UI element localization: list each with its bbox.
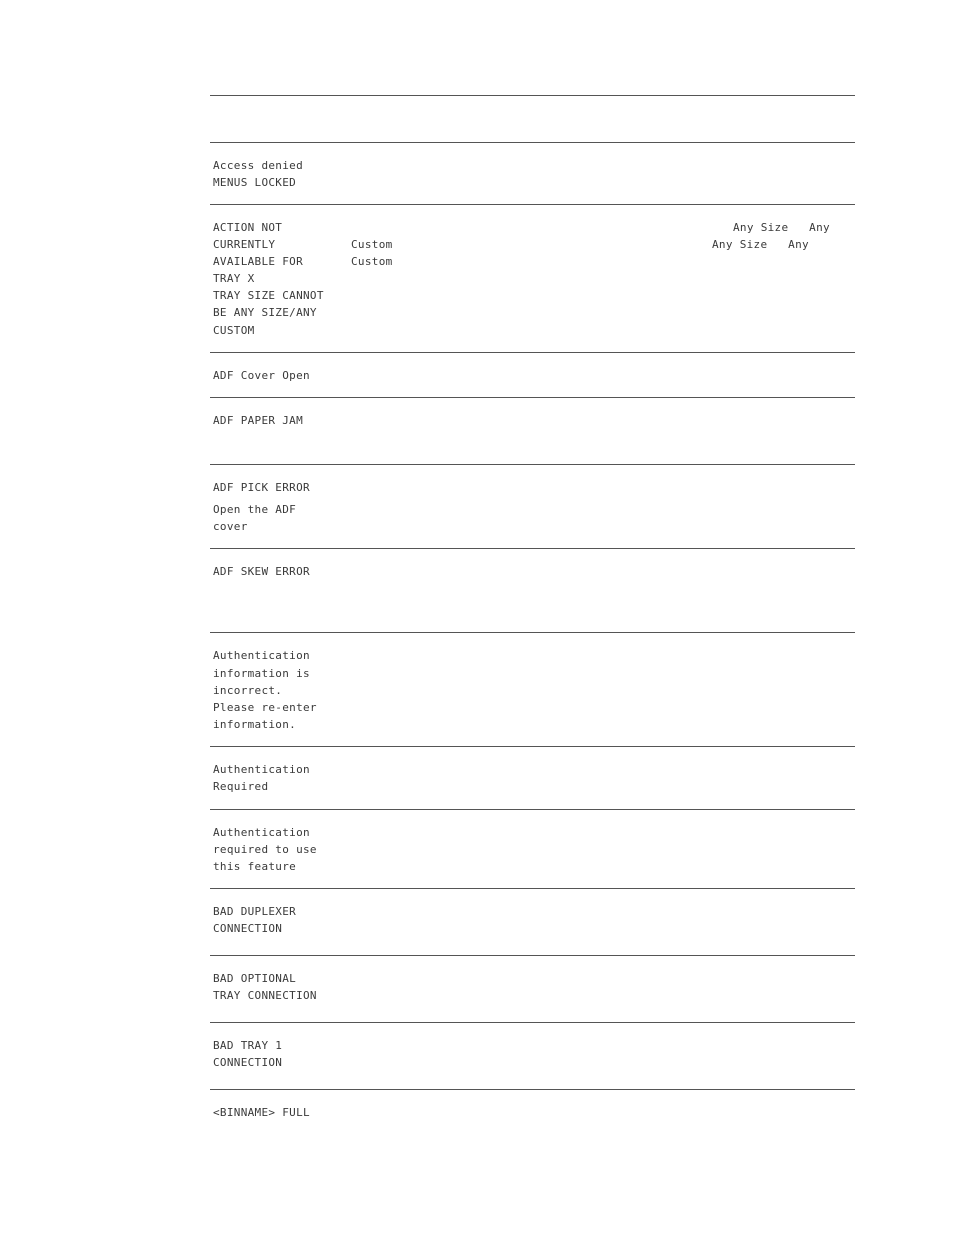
message-text: TRAY X: [213, 272, 255, 285]
action-text: Any Size Any: [733, 221, 830, 234]
message-text: ACTION NOT: [213, 221, 283, 234]
message-text: this feature: [213, 860, 297, 873]
message-text: TRAY CONNECTION: [213, 989, 317, 1002]
message-text: ADF PAPER JAM: [213, 414, 303, 427]
message-text: BE ANY SIZE/ANY: [213, 306, 317, 319]
row-divider: [210, 888, 855, 889]
row-divider: [210, 632, 855, 633]
action-text: Any Size Any: [712, 238, 809, 251]
row-divider: [210, 746, 855, 747]
message-text: CONNECTION: [213, 922, 283, 935]
row-divider: [210, 548, 855, 549]
message-text: Authentication: [213, 763, 310, 776]
message-text: incorrect.: [213, 684, 283, 697]
message-text: BAD OPTIONAL: [213, 972, 297, 985]
message-text: AVAILABLE FOR: [213, 255, 303, 268]
row-divider: [210, 1089, 855, 1090]
message-text: required to use: [213, 843, 317, 856]
message-text: information.: [213, 718, 297, 731]
row-divider: [210, 1022, 855, 1023]
table-top-rule: [210, 95, 855, 96]
message-text: information is: [213, 667, 310, 680]
row-divider: [210, 809, 855, 810]
message-text: cover: [213, 520, 248, 533]
message-text: BAD DUPLEXER: [213, 905, 297, 918]
row-divider: [210, 204, 855, 205]
message-text: BAD TRAY 1: [213, 1039, 283, 1052]
description-text: Custom: [351, 238, 393, 251]
message-text: CONNECTION: [213, 1056, 283, 1069]
description-text: Custom: [351, 255, 393, 268]
row-divider: [210, 352, 855, 353]
message-text: ADF SKEW ERROR: [213, 565, 310, 578]
message-text: Authentication: [213, 826, 310, 839]
row-divider: [210, 397, 855, 398]
message-text: MENUS LOCKED: [213, 176, 297, 189]
message-text: Please re-enter: [213, 701, 317, 714]
message-text: <BINNAME> FULL: [213, 1106, 310, 1119]
message-text: Authentication: [213, 649, 310, 662]
message-text: Access denied: [213, 159, 303, 172]
header-rule: [210, 142, 855, 143]
message-text: TRAY SIZE CANNOT: [213, 289, 324, 302]
message-text: Open the ADF: [213, 503, 297, 516]
message-text: ADF PICK ERROR: [213, 481, 310, 494]
message-text: ADF Cover Open: [213, 369, 310, 382]
message-text: Required: [213, 780, 269, 793]
row-divider: [210, 464, 855, 465]
message-text: CUSTOM: [213, 324, 255, 337]
row-divider: [210, 955, 855, 956]
message-text: CURRENTLY: [213, 238, 276, 251]
